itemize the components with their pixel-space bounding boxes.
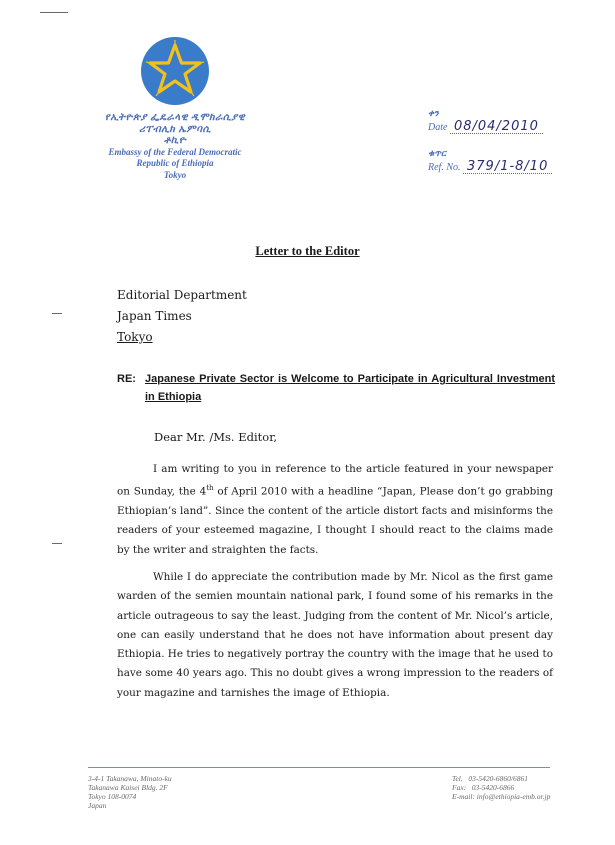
body-paragraph-2: While I do appreciate the contribution made by Mr. Nicol as the first game warden of the semien mountain national park, I found some of his remarks in the article outrageous to say the least. Judging from the content of Mr. Nicol’s article, one can easily understand that he does not have information about present day Ethiopia. He tries to negatively portray the country with the image that he used to have some 40 years ago. This no doubt gives a wrong impression to the readers of your magazine and tarnishes the image of Ethiopia.	[117, 571, 553, 699]
footer-address-line: Japan	[88, 801, 107, 810]
date-amharic-label: ቀን	[428, 108, 439, 118]
subject-text: Japanese Private Sector is Welcome to Participate in Agricultural Investment in Ethiopia	[145, 373, 555, 403]
footer-contact-line: Fax: 03-5420-6866	[452, 783, 515, 792]
footer-contact	[452, 774, 550, 801]
letterhead-amharic-line: ሪፐብሊክ ኤምባሲ	[139, 123, 211, 135]
footer-address	[88, 774, 172, 810]
salutation: Dear Mr. /Ms. Editor,	[154, 430, 278, 444]
recipient-line: Japan Times	[117, 309, 192, 323]
body-paragraph-1: I am writing to you in reference to the article featured in your newspaper on Sunday, the 4th of April 2010 with a headline “Japan, Please don’t go grabbing Ethiopian’s land”. Since the content of the article distort facts and misinforms the readers of your esteemed magazine, I thought I should react to the claims made by the writer and straighten the facts.	[117, 463, 553, 556]
letterhead-amharic-line: ቶኪዮ	[163, 135, 187, 146]
letterhead-english-line: Republic of Ethiopia	[136, 158, 214, 168]
recipient-line: Editorial Department	[117, 288, 247, 302]
embassy-letterhead	[90, 112, 260, 181]
footer-divider	[88, 767, 550, 768]
ref-amharic-label: ቁጥር	[428, 148, 446, 158]
ethiopia-emblem-icon	[140, 36, 210, 106]
footer-address-line: Tokyo 108-0074	[88, 792, 137, 801]
scan-mark	[52, 543, 62, 544]
recipient-address	[117, 285, 247, 348]
date-label: Date	[428, 122, 448, 133]
scan-mark	[40, 12, 68, 13]
letter-title: Letter to the Editor	[255, 244, 360, 258]
footer-contact-line: E-mail: info@ethiopia-emb.or.jp	[452, 792, 551, 801]
letterhead-english-line: Embassy of the Federal Democratic	[108, 146, 242, 157]
ref-label: Ref. No.	[428, 162, 461, 173]
footer-address-line: Takanawa Kaisei Bldg. 2F	[88, 783, 168, 792]
reference-block	[428, 148, 552, 174]
scan-mark	[52, 313, 62, 314]
letterhead-english-line: Tokyo	[163, 169, 187, 180]
footer-contact-line: Tel. 03-5420-6860/6861	[452, 774, 528, 783]
letterhead-amharic-line: የኢትዮጵያ ፌዴራላዊ ዲሞክራሲያዊ	[104, 112, 246, 123]
recipient-line: Tokyo	[117, 330, 153, 344]
ref-value: 379/1-8/10	[467, 159, 549, 174]
date-value: 08/04/2010	[453, 119, 539, 134]
footer-address-line: 3-4-1 Takanawa, Minato-ku	[88, 774, 172, 783]
subject-line	[117, 370, 557, 403]
date-block	[428, 108, 543, 134]
subject-prefix: RE:	[117, 373, 136, 385]
